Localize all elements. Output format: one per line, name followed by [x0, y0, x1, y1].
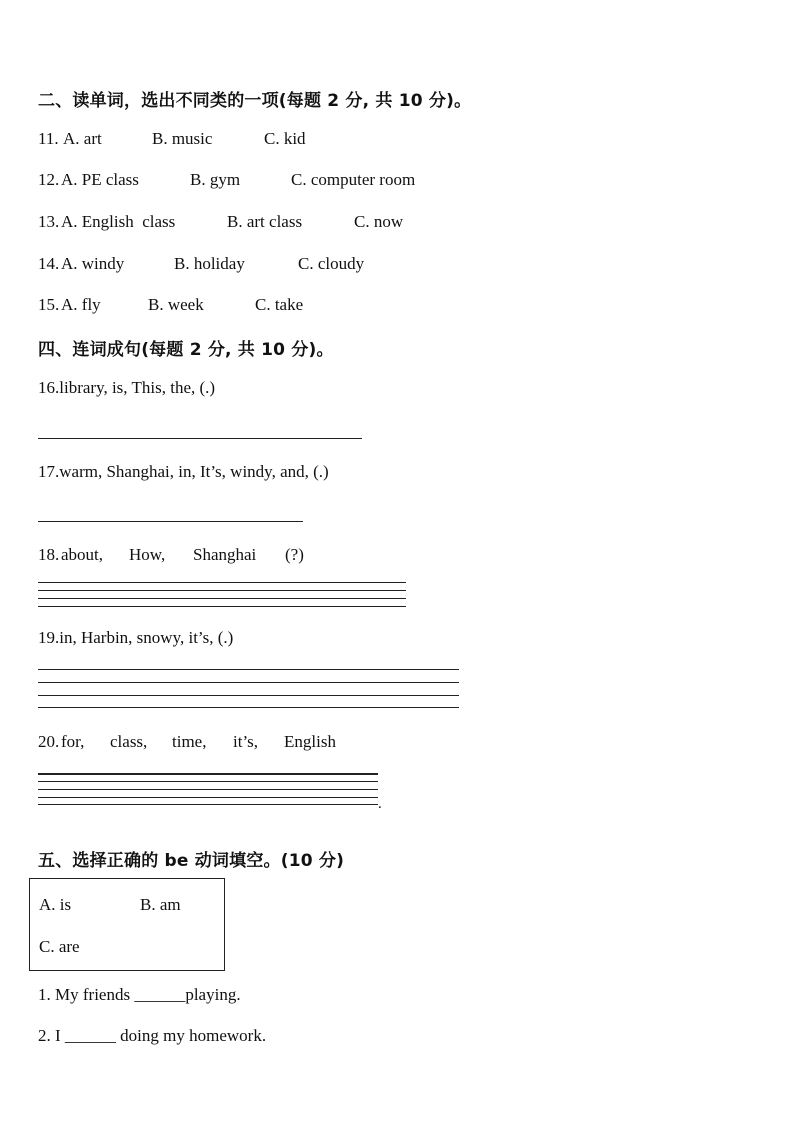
- question-number: 16.: [38, 378, 60, 397]
- question-18: [38, 544, 304, 566]
- question-text-after: playing.: [185, 985, 241, 1004]
- option-b: B. holiday: [174, 254, 245, 273]
- question-text-after: doing my homework.: [120, 1026, 267, 1045]
- answer-line[interactable]: [38, 695, 459, 696]
- question-12: [38, 169, 416, 191]
- answer-line[interactable]: [38, 682, 459, 683]
- option-b: B. gym: [190, 170, 241, 189]
- option-b: B. music: [152, 129, 213, 148]
- word: for,: [61, 732, 85, 751]
- answer-line[interactable]: [38, 773, 378, 775]
- question-number: 12.: [38, 170, 60, 189]
- question-14: [38, 253, 365, 275]
- word: English: [284, 732, 336, 751]
- scrambled-words: in, Harbin, snowy, it’s, (.): [59, 628, 234, 647]
- question-number: 20.: [38, 732, 60, 751]
- question-number: 19.: [38, 628, 60, 647]
- answer-line[interactable]: [38, 590, 406, 591]
- option-a: A. art: [63, 129, 102, 148]
- answer-line[interactable]: [38, 521, 303, 522]
- answer-line[interactable]: [38, 789, 378, 790]
- option-a: A. fly: [61, 295, 101, 314]
- question-number: 14.: [38, 254, 60, 273]
- question-number: 1.: [38, 985, 51, 1004]
- question-number: 15.: [38, 295, 60, 314]
- option-a: A. windy: [61, 254, 125, 273]
- answer-blank[interactable]: ______: [64, 1026, 116, 1045]
- choice-b: B. am: [140, 895, 181, 914]
- question-16: [38, 377, 215, 399]
- choice-a: A. is: [39, 895, 72, 914]
- word: (?): [285, 545, 304, 564]
- question-number: 17.: [38, 462, 60, 481]
- answer-line[interactable]: [38, 598, 406, 599]
- scrambled-words: library, is, This, the, (.): [59, 378, 216, 397]
- choice-c: C. are: [39, 937, 80, 956]
- option-c: C. computer room: [291, 170, 416, 189]
- answer-line[interactable]: [38, 438, 362, 439]
- trailing-period: .: [378, 796, 382, 812]
- word: class,: [110, 732, 148, 751]
- answer-line[interactable]: [38, 606, 406, 607]
- option-c: C. kid: [264, 129, 306, 148]
- option-b: B. art class: [227, 212, 303, 231]
- section-2-title: 二、读单词，选出不同类的一项(每题 2 分, 共 10 分)。: [38, 91, 472, 111]
- answer-line[interactable]: [38, 669, 459, 670]
- question-text-before: My friends: [55, 985, 131, 1004]
- word: Shanghai: [193, 545, 257, 564]
- question-number: 11.: [38, 129, 59, 148]
- question-13: [38, 211, 404, 233]
- answer-line[interactable]: [38, 781, 378, 782]
- option-c: C. now: [354, 212, 404, 231]
- question-number: 18.: [38, 545, 60, 564]
- option-a: A. English class: [61, 212, 176, 231]
- question-15: [38, 294, 304, 316]
- option-c: C. cloudy: [298, 254, 365, 273]
- choices-box: [29, 878, 225, 971]
- section-5-title: 五、选择正确的 be 动词填空。(10 分): [38, 851, 345, 871]
- option-c: C. take: [255, 295, 304, 314]
- fill-question-2: [38, 1025, 266, 1047]
- section-4-title: 四、连词成句(每题 2 分, 共 10 分)。: [38, 340, 334, 360]
- word: time,: [172, 732, 207, 751]
- question-17: [38, 461, 329, 483]
- question-19: [38, 627, 233, 649]
- fill-question-1: [38, 984, 241, 1006]
- answer-line[interactable]: [38, 707, 459, 708]
- word: about,: [61, 545, 104, 564]
- answer-line[interactable]: [38, 804, 378, 805]
- question-11: [38, 128, 306, 150]
- answer-line[interactable]: [38, 797, 378, 798]
- scrambled-words: warm, Shanghai, in, It’s, windy, and, (.): [59, 462, 329, 481]
- option-a: A. PE class: [61, 170, 139, 189]
- answer-line[interactable]: [38, 582, 406, 583]
- answer-blank[interactable]: ______: [134, 985, 186, 1004]
- question-20: [38, 731, 336, 753]
- word: How,: [129, 545, 166, 564]
- word: it’s,: [233, 732, 259, 751]
- option-b: B. week: [148, 295, 204, 314]
- question-number: 2.: [38, 1026, 51, 1045]
- question-text-before: I: [55, 1026, 61, 1045]
- question-number: 13.: [38, 212, 60, 231]
